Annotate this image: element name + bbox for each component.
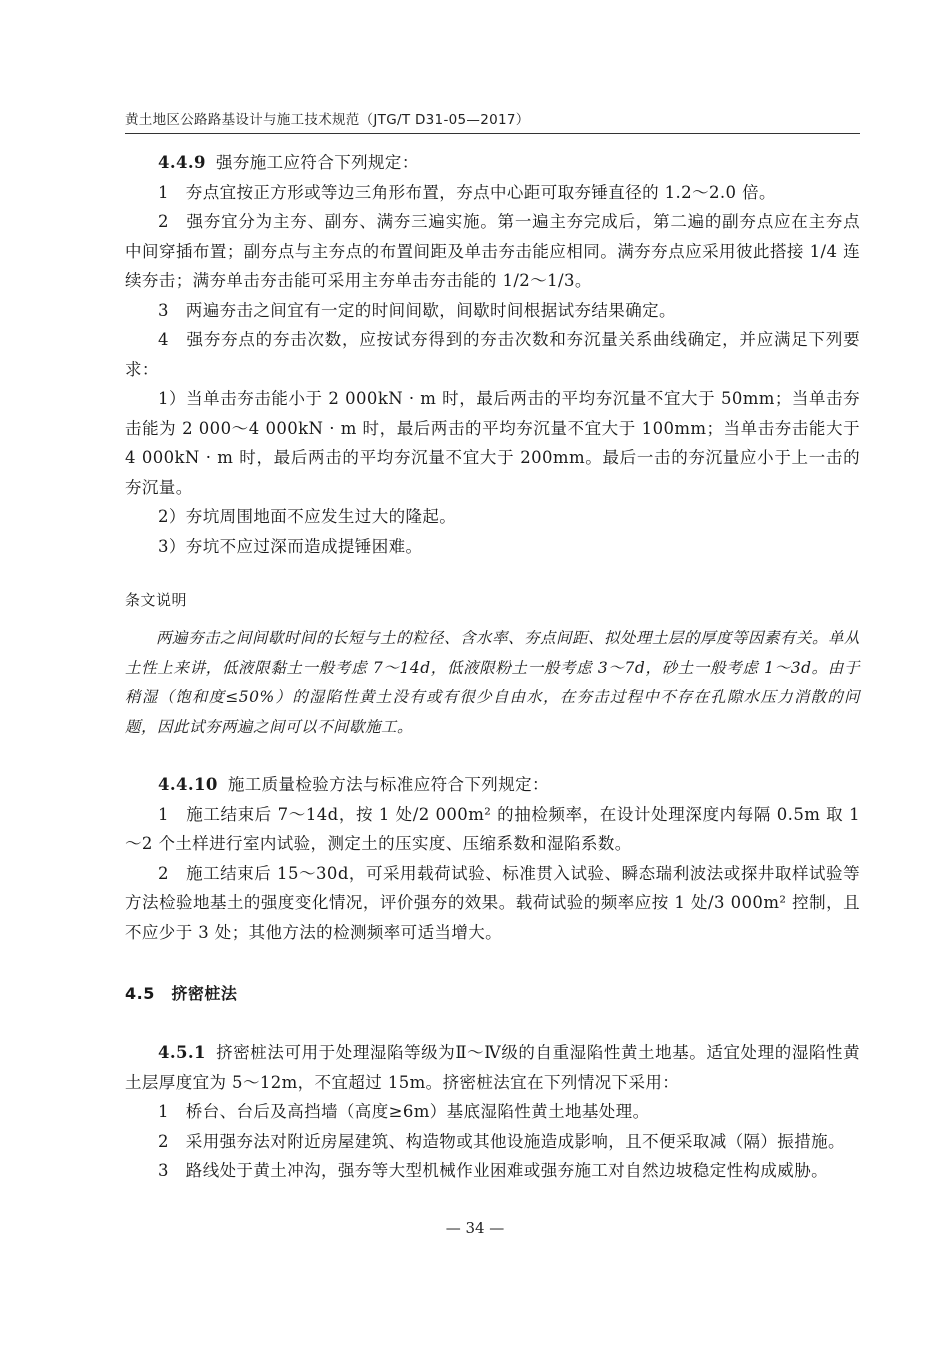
note-title: 条文说明 xyxy=(125,591,188,609)
clause-subitem: 1）当单击夯击能小于 2 000kN · m 时，最后两击的平均夯沉量不宜大于 50mm；当单击夯击能为 2 000～4 000kN · m 时，最后两击的平均夯沉量不宜大于 100mm；当单击夯击能大于 4 000kN · m 时，最后两击的平均夯沉量不宜大于 200mm。最后一击的夯沉量应小于上一击的夯沉量。 xyxy=(125,389,860,497)
spacer xyxy=(125,1004,860,1038)
clause-item: 2 采用强夯法对附近房屋建筑、构造物或其他设施造成影响，且不便采取减（隔）振措施。 xyxy=(158,1131,845,1151)
clause-item: 4 强夯夯点的夯击次数，应按试夯得到的夯击次数和夯沉量关系曲线确定，并应满足下列要求： xyxy=(125,330,860,379)
clause-4-5-1-heading xyxy=(125,1038,860,1097)
clause-title: 强夯施工应符合下列规定： xyxy=(215,153,419,172)
clause-number: 4.5.1 xyxy=(158,1043,206,1062)
section-title: 挤密桩法 xyxy=(171,984,238,1003)
clause-title: 施工质量检验方法与标准应符合下列规定： xyxy=(227,775,549,794)
clause-subitem: 3）夯坑不应过深而造成提锤困难。 xyxy=(158,536,423,556)
clause-4-4-9-heading xyxy=(125,148,860,178)
section-4-5-heading xyxy=(125,981,860,1004)
clause-item: 3 路线处于黄土冲沟，强夯等大型机械作业困难或强夯施工对自然边坡稳定性构成威胁。 xyxy=(158,1161,828,1180)
clause-item: 2 施工结束后 15～30d，可采用载荷试验、标准贯入试验、瞬态瑞利波法或探井取样试验等方法检验地基土的强度变化情况，评价强夯的效果。载荷试验的频率应按 1 处/3 000m² 控制，且不应少于 3 处；其他方法的检测频率可适当增大。 xyxy=(125,863,860,942)
clause-title: 挤密桩法可用于处理湿陷等级为Ⅱ～Ⅳ级的自重湿陷性黄土地基。适宜处理的湿陷性黄土层厚度宜为 5～12m，不宜超过 15m。挤密桩法宜在下列情况下采用： xyxy=(125,1043,860,1092)
clause-subitem: 2）夯坑周围地面不应发生过大的隆起。 xyxy=(158,507,457,526)
running-header: 黄土地区公路路基设计与施工技术规范（JTG/T D31-05—2017） xyxy=(125,112,530,128)
note-body: 两遍夯击之间间歇时间的长短与土的粒径、含水率、夯点间距、拟处理土层的厚度等因素有关。单从土性上来讲，低液限黏土一般考虑 7～14d，低液限粉土一般考虑 3～7d，砂土一般考虑 1～3d。由于稍湿（饱和度≤50%）的湿陷性黄土没有或有很少自由水，在夯击过程中不存在孔隙水压力消散的问题，因此试夯两遍之间可以不间歇施工。 xyxy=(125,629,861,736)
clause-item: 1 桥台、台后及高挡墙（高度≥6m）基底湿陷性黄土地基处理。 xyxy=(158,1102,650,1121)
spacer xyxy=(125,561,860,589)
header-rule xyxy=(125,133,860,134)
clause-item: 1 施工结束后 7～14d，按 1 处/2 000m² 的抽检频率，在设计处理深度内每隔 0.5m 取 1～2 个土样进行室内试验，测定土的压实度、压缩系数和湿陷系数。 xyxy=(125,804,860,853)
clause-number: 4.4.10 xyxy=(158,775,218,794)
spacer xyxy=(125,947,860,981)
spacer xyxy=(125,742,860,770)
clause-4-4-10-heading xyxy=(125,770,860,800)
page-number: — 34 — xyxy=(445,1219,505,1237)
clause-number: 4.4.9 xyxy=(158,153,206,172)
section-number: 4.5 xyxy=(125,984,155,1003)
clause-item: 3 两遍夯击之间宜有一定的时间间歇，间歇时间根据试夯结果确定。 xyxy=(158,300,676,320)
page-content xyxy=(125,148,860,1186)
spacer xyxy=(125,610,860,624)
clause-item: 1 夯点宜按正方形或等边三角形布置，夯点中心距可取夯锤直径的 1.2～2.0 倍。 xyxy=(158,182,776,202)
clause-item: 2 强夯宜分为主夯、副夯、满夯三遍实施。第一遍主夯完成后，第二遍的副夯点应在主夯点中间穿插布置；副夯点与主夯点的布置间距及单击夯击能应相同。满夯夯点应采用彼此搭接 1/4 连续夯击；满夯单击夯击能可采用主夯单击夯击能的 1/2～1/3。 xyxy=(125,212,860,290)
